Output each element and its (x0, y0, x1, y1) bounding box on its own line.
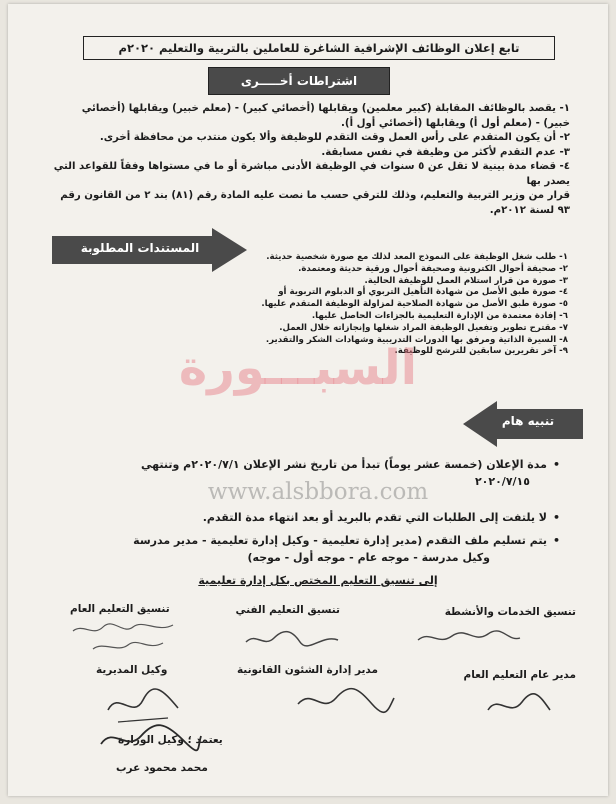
signatory-technical-education: تنسيق التعليم الفني (235, 604, 340, 616)
condition-line: خبير) - (معلم أول أ) ويقابلها (أخصائي أول أ). (341, 117, 570, 129)
other-conditions-list (40, 102, 570, 218)
approver-name: محمد محمود عرب (116, 762, 208, 774)
watermark-url: www.alsbbora.com (207, 479, 429, 505)
document-item: ٩- آخر تقريرين سابقين للترشح للوظيفة. (394, 346, 568, 357)
handwritten-signature (238, 624, 348, 654)
document-item: ٨- السيرة الذاتية ومرفق بها الدورات التدريبية وشهادات الشكر والتقدير. (265, 334, 568, 345)
watermark-logo: السبـــورة (178, 340, 418, 396)
signatory-general-director: مدير عام التعليم العام (463, 669, 576, 681)
signatory-directorate-deputy: وكيل المديرية (96, 664, 168, 676)
document-title: تابع إعلان الوظائف الإشرافية الشاغرة للعاملين بالتربية والتعليم ٢٠٢٠م (83, 36, 555, 60)
document-item: ١- طلب شغل الوظيفة على النموذج المعد لذلك مع صورة شخصية حديثة. (266, 252, 568, 262)
condition-line: ٩٣ لسنة ٢٠١٢م. (489, 204, 570, 216)
condition-line: قرار من وزير التربية والتعليم، وذلك للترقي حسب ما نصت عليه المادة رقم (٨١) بند ٢ من القانون رقم (60, 190, 570, 201)
handwritten-signature (408, 624, 528, 654)
other-conditions-heading: اشتراطات أخـــــرى (208, 67, 390, 95)
signatory-services-activities: تنسيق الخدمات والأنشطة (444, 606, 576, 618)
notice-bullet-continuation: ٢٠٢٠/٧/١٥ (474, 475, 530, 488)
document-item: ٣- صورة من قرار استلام العمل للوظيفة الحالية. (364, 275, 568, 286)
required-documents-heading: المستندات المطلوبة (80, 241, 200, 255)
condition-line: ٤- قضاء مدة بينية لا تقل عن ٥ سنوات في الوظيفة الأدنى مباشرة أو ما في مستواها وفقاً للقواعد التي يصدر بها (53, 161, 570, 187)
approval-label: يعتمد ؛ وكيل الوزارة (118, 734, 223, 746)
handwritten-signature (93, 716, 203, 756)
signatory-general-education: تنسيق التعليم العام (70, 603, 170, 615)
notice-block-2 (40, 509, 560, 566)
signatory-legal-affairs: مدير إدارة الشئون القانونية (236, 664, 378, 676)
notice-bullet-continuation: وكيل مدرسة - موجه عام - موجه أول - موجه) (247, 551, 490, 564)
handwritten-signature (288, 680, 398, 720)
notice-bullet: • لا يلتفت إلى الطلبات التي تقدم بالبريد أو بعد انتهاء مدة التقدم. (40, 509, 560, 526)
notice-heading: تنبيه هام (501, 414, 555, 428)
document-item: ٤- صورة طبق الأصل من شهادة التأهيل التربوي أو الدبلوم التربوية أو (278, 287, 568, 298)
document-item: ٥- صورة طبق الأصل من شهادة الصلاحية لمزاولة الوظيفة المتقدم عليها. (261, 299, 568, 310)
notice-final-line: إلى تنسيق التعليم المختص بكل إدارة تعليمية (198, 574, 438, 587)
condition-line: ٣- عدم التقدم لأكثر من وظيفة في نفس مسابقة. (321, 146, 570, 158)
document-item: ٧- مقترح تطوير وتفعيل الوظيفة المراد شغلها وإنجازاته خلال العمل. (279, 322, 568, 333)
condition-line: ١- يقصد بالوظائف المقابلة (كبير معلمين) ويقابلها (أخصائي كبير) - (معلم خبير) ويقابلها (أخصائي (81, 103, 570, 114)
notice-bullet: • يتم تسليم ملف التقدم (مدير إدارة تعليمية - وكيل إدارة تعليمية - مدير مدرسة (40, 532, 560, 549)
handwritten-signature (63, 619, 183, 659)
handwritten-signature (478, 684, 558, 724)
document-item: ٦- إفادة معتمدة من الإدارة التعليمية بالجزاءات الحاصل عليها. (311, 310, 568, 321)
document-item: ٢- صحيفة أحوال الكترونية وصحيفة أحوال ورقية حديثة ومعتمدة. (298, 263, 568, 274)
notice-bullet: • مدة الإعلان (خمسة عشر يوماً) تبدأ من تاريخ نشر الإعلان ٢٠٢٠/٧/١م وتنتهي (40, 456, 560, 473)
document-page (8, 4, 608, 796)
condition-line: ٢- أن يكون المتقدم على رأس العمل وقت التقدم للوظيفة وألا يكون منتدب من محافظة أخرى. (99, 132, 570, 143)
